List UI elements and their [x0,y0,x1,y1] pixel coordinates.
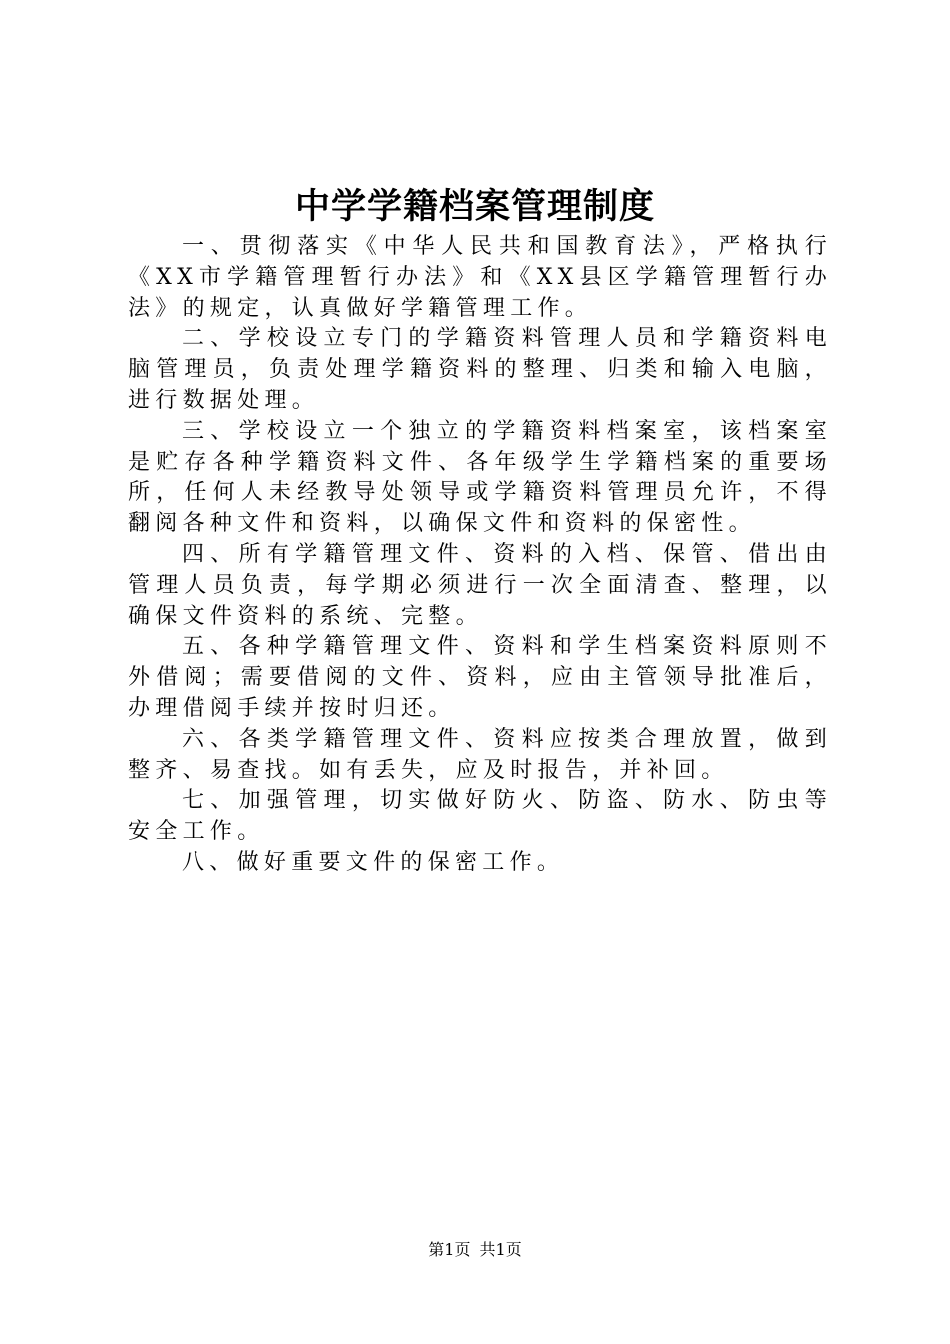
paragraph-3: 三、学校设立一个独立的学籍资料档案室，该档案室是贮存各种学籍资料文件、各年级学生学籍档案的重要场所，任何人未经教导处领导或学籍资料管理员允许，不得翻阅各种文件和资料，以确保文件和资料的保密性。 [128,418,832,537]
paragraph-1: 一、贯彻落实《中华人民共和国教育法》，严格执行《XX市学籍管理暂行办法》和《XX县区学籍管理暂行办法》的规定，认真做好学籍管理工作。 [128,234,832,321]
document-body [128,232,832,879]
paragraph-2: 二、学校设立专门的学籍资料管理人员和学籍资料电脑管理员，负责处理学籍资料的整理、归类和输入电脑，进行数据处理。 [128,326,832,413]
paragraph-8: 八、做好重要文件的保密工作。 [182,849,565,875]
page-number-current: 第1页 [428,1240,471,1259]
page-footer [0,1240,950,1260]
paragraph-4: 四、所有学籍管理文件、资料的入档、保管、借出由管理人员负责，每学期必须进行一次全面清查、整理，以确保文件资料的系统、完整。 [128,541,832,629]
paragraph-5: 五、各种学籍管理文件、资料和学生档案资料原则不外借阅；需要借阅的文件、资料，应由主管领导批准后，办理借阅手续并按时归还。 [128,634,832,721]
paragraph-7: 七、加强管理，切实做好防火、防盗、防水、防虫等安全工作。 [128,788,832,845]
page-number-total: 共1页 [479,1240,522,1259]
document-title: 中学学籍档案管理制度 [294,186,655,227]
paragraph-6: 六、各类学籍管理文件、资料应按类合理放置，做到整齐、易查找。如有丢失，应及时报告，并补回。 [128,726,832,783]
